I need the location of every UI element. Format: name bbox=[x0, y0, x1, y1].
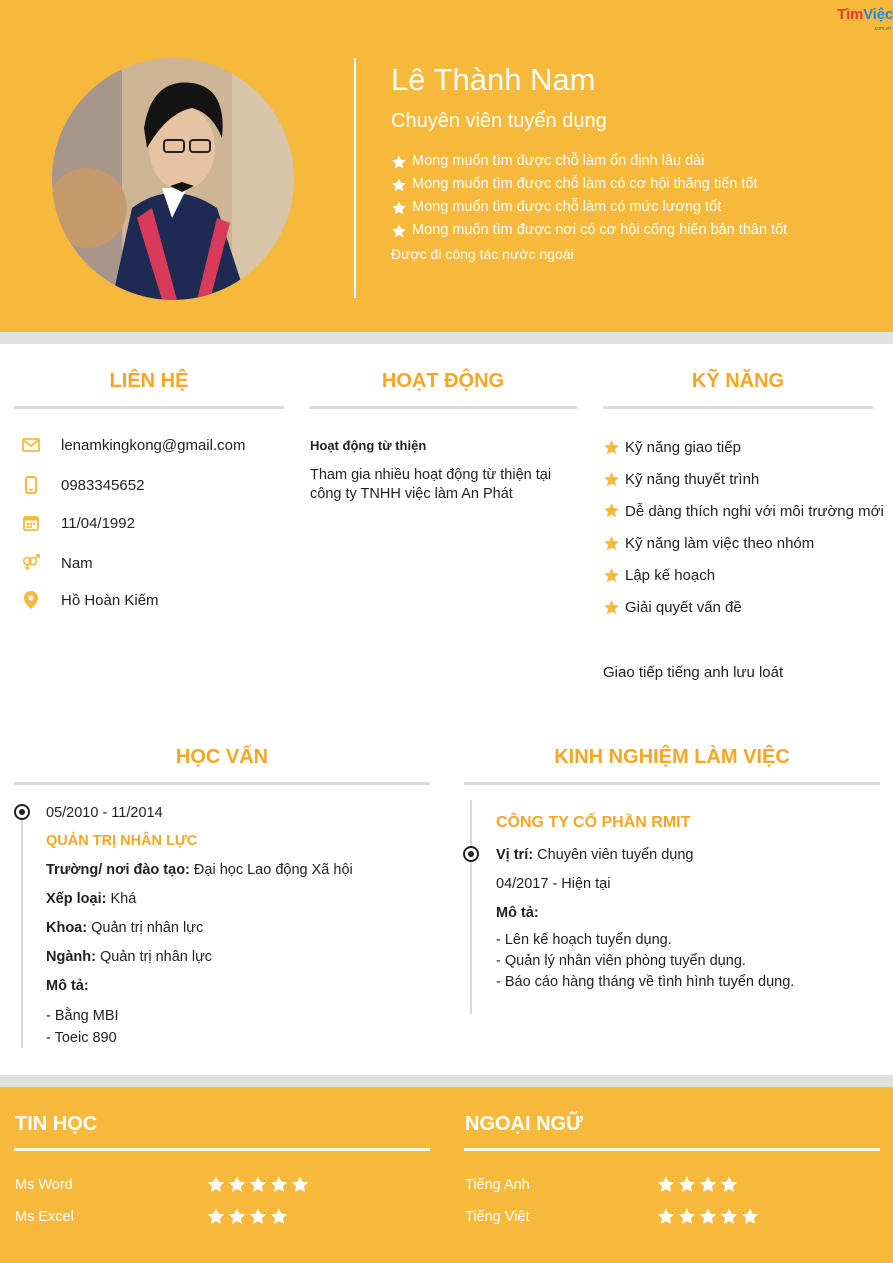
star-icon bbox=[719, 1207, 739, 1226]
skill-extra: Giao tiếp tiếng anh lưu loát bbox=[603, 664, 784, 681]
section-title-activities: HOẠT ĐỘNG bbox=[381, 370, 505, 392]
contact-address: Hồ Hoàn Kiếm bbox=[22, 591, 159, 609]
rating-stars bbox=[206, 1207, 290, 1226]
goal-item: Mong muốn tìm được chỗ làm có mức lương tốt bbox=[391, 196, 787, 219]
experience-position: Vị trí: Chuyên viên tuyển dụng bbox=[496, 847, 694, 863]
experience-period: 04/2017 - Hiện tại bbox=[496, 876, 611, 892]
separator-band bbox=[0, 1075, 893, 1087]
career-goals-list bbox=[391, 150, 787, 242]
skill-item: Dễ dàng thích nghi với môi trường mới bbox=[603, 496, 888, 528]
education-major: QUẢN TRỊ NHÂN LỰC bbox=[46, 833, 198, 849]
star-icon bbox=[391, 200, 407, 216]
avatar-photo bbox=[52, 58, 294, 300]
skills-list bbox=[603, 432, 888, 624]
star-icon bbox=[269, 1175, 289, 1194]
section-title-contact: LIÊN HỆ bbox=[109, 370, 189, 392]
goal-item: Mong muốn tìm được nơi có cơ hội cống hiến bản thân tốt bbox=[391, 219, 787, 242]
education-desc-item: - Bằng MBI bbox=[46, 1008, 119, 1024]
education-desc-item: - Toeic 890 bbox=[46, 1030, 117, 1046]
timeline-dot-icon bbox=[14, 804, 30, 820]
phone-icon bbox=[22, 476, 40, 494]
goal-item: Mong muốn tìm được chỗ làm ổn định lâu dài bbox=[391, 150, 787, 173]
star-icon bbox=[740, 1207, 760, 1226]
section-rule bbox=[14, 782, 430, 785]
activity-description: Tham gia nhiều hoạt động từ thiện tại công ty TNHH việc làm An Phát bbox=[310, 467, 552, 502]
header-banner bbox=[0, 0, 893, 332]
experience-desc-item: - Quản lý nhân viên phòng tuyển dụng. bbox=[496, 953, 746, 969]
skill-item: Lập kế hoạch bbox=[603, 560, 888, 592]
star-icon bbox=[248, 1175, 268, 1194]
star-icon bbox=[206, 1207, 226, 1226]
experience-desc-item: - Báo cáo hàng tháng về tình hình tuyển dụng. bbox=[496, 974, 795, 990]
star-icon bbox=[698, 1175, 718, 1194]
star-icon bbox=[603, 567, 620, 584]
timviec-logo[interactable]: TìmViệc bbox=[837, 6, 893, 23]
email-icon bbox=[22, 436, 40, 454]
education-rank: Xếp loại: Khá bbox=[46, 891, 137, 907]
star-icon bbox=[227, 1207, 247, 1226]
star-icon bbox=[206, 1175, 226, 1194]
star-icon bbox=[290, 1175, 310, 1194]
star-icon bbox=[391, 177, 407, 193]
skill-item: Kỹ năng giao tiếp bbox=[603, 432, 888, 464]
rating-stars bbox=[656, 1175, 740, 1194]
star-icon bbox=[269, 1207, 289, 1226]
timeline-dot-icon bbox=[463, 846, 479, 862]
rating-stars bbox=[656, 1207, 761, 1226]
it-skill-name: Ms Excel bbox=[15, 1209, 74, 1225]
candidate-job-title: Chuyên viên tuyển dụng bbox=[391, 110, 607, 132]
contact-birthday: 11/04/1992 bbox=[22, 514, 135, 532]
activity-title: Hoạt động từ thiện bbox=[310, 438, 427, 453]
experience-desc-item: - Lên kế hoạch tuyển dụng. bbox=[496, 932, 672, 948]
education-field: Ngành: Quản trị nhân lực bbox=[46, 949, 213, 965]
goal-item: Mong muốn tìm được chỗ làm có cơ hội thăng tiến tốt bbox=[391, 173, 787, 196]
contact-phone[interactable]: 0983345652 bbox=[22, 476, 144, 494]
section-title-skills: KỸ NĂNG bbox=[691, 370, 785, 392]
star-icon bbox=[719, 1175, 739, 1194]
language-name: Tiếng Anh bbox=[465, 1177, 530, 1193]
star-icon bbox=[603, 502, 620, 519]
section-title-languages: NGOẠI NGỮ bbox=[465, 1113, 583, 1135]
section-rule bbox=[14, 406, 284, 409]
star-icon bbox=[656, 1175, 676, 1194]
contact-email[interactable]: lenamkingkong@gmail.com bbox=[22, 436, 245, 454]
section-title-it: TIN HỌC bbox=[15, 1113, 98, 1135]
education-faculty: Khoa: Quản trị nhân lực bbox=[46, 920, 204, 936]
section-title-experience: KINH NGHIỆM LÀM VIỆC bbox=[554, 746, 790, 768]
star-icon bbox=[248, 1207, 268, 1226]
separator-band bbox=[0, 332, 893, 344]
footer-banner bbox=[0, 1087, 893, 1263]
star-icon bbox=[603, 439, 620, 456]
section-rule bbox=[603, 406, 873, 409]
skill-item: Kỹ năng thuyết trình bbox=[603, 464, 888, 496]
experience-timeline bbox=[470, 800, 472, 1014]
star-icon bbox=[656, 1207, 676, 1226]
star-icon bbox=[391, 154, 407, 170]
header-divider bbox=[354, 58, 356, 298]
contact-gender: Nam bbox=[22, 554, 93, 572]
footer-rule bbox=[14, 1148, 430, 1151]
star-icon bbox=[698, 1207, 718, 1226]
section-rule bbox=[309, 406, 577, 409]
experience-company: CÔNG TY CỔ PHẦN RMIT bbox=[496, 814, 691, 831]
footer-rule bbox=[464, 1148, 880, 1151]
education-school: Trường/ nơi đào tạo: Đại học Lao động Xã hội bbox=[46, 862, 353, 878]
star-icon bbox=[603, 471, 620, 488]
section-rule bbox=[464, 782, 880, 785]
section-title-education: HỌC VẤN bbox=[175, 746, 269, 768]
goal-extra: Được đi công tác nước ngoài bbox=[391, 246, 574, 262]
star-icon bbox=[677, 1207, 697, 1226]
star-icon bbox=[391, 223, 407, 239]
language-name: Tiếng Việt bbox=[465, 1209, 530, 1225]
education-timeline bbox=[21, 805, 23, 1048]
it-skill-name: Ms Word bbox=[15, 1177, 73, 1193]
star-icon bbox=[603, 599, 620, 616]
logo-domain: .com.vn bbox=[873, 26, 891, 32]
star-icon bbox=[603, 535, 620, 552]
education-desc-label: Mô tả: bbox=[46, 978, 89, 994]
education-entry bbox=[46, 803, 353, 1049]
skill-item: Giải quyết vấn đề bbox=[603, 592, 888, 624]
rating-stars bbox=[206, 1175, 311, 1194]
candidate-name: Lê Thành Nam bbox=[391, 62, 596, 97]
star-icon bbox=[677, 1175, 697, 1194]
star-icon bbox=[227, 1175, 247, 1194]
experience-entry bbox=[496, 811, 794, 993]
gender-icon bbox=[22, 554, 40, 572]
experience-desc-label: Mô tả: bbox=[496, 905, 539, 921]
skill-item: Kỹ năng làm việc theo nhóm bbox=[603, 528, 888, 560]
location-pin-icon bbox=[22, 591, 40, 609]
calendar-icon bbox=[22, 514, 40, 532]
education-period: 05/2010 - 11/2014 bbox=[46, 805, 163, 821]
